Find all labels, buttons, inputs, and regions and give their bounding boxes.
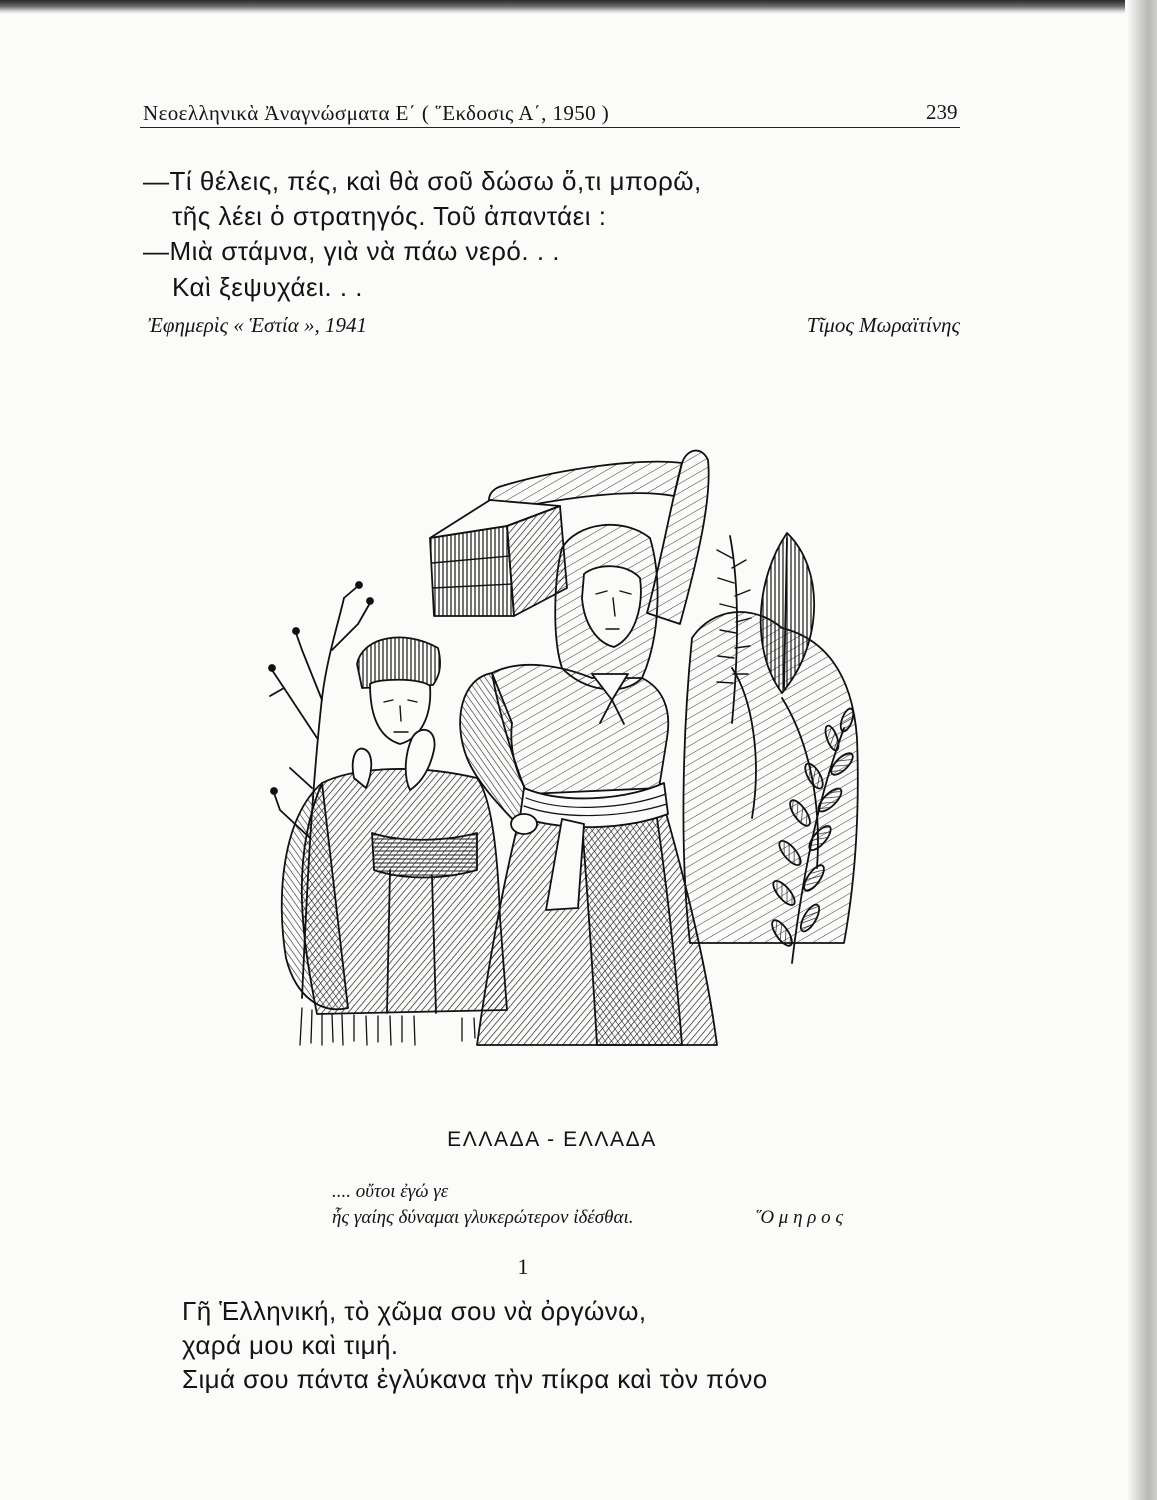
header-rule	[140, 127, 960, 128]
source-publication: Ἐφημερὶς « Ἑστία », 1941	[148, 313, 368, 337]
illustration	[262, 438, 862, 1053]
illustration-drawing	[262, 438, 862, 1053]
poem-line: Γῆ Ἑλληνική, τὸ χῶμα σου νὰ ὀργώνω,	[182, 1296, 647, 1326]
scan-edge-right	[1127, 0, 1157, 1500]
scan-edge-top	[0, 0, 1125, 14]
poem-title: ΕΛΛΑΔΑ - ΕΛΛΑΔΑ	[447, 1128, 657, 1151]
page-number: 239	[926, 100, 958, 124]
prose-line: Καὶ ξεψυχάει. . .	[172, 272, 364, 302]
poem-line: Σιμά σου πάντα ἐγλύκανα τὴν πίκρα καὶ τὸν πόνο	[182, 1364, 768, 1394]
source-author: Τῖμος Μωραϊτίνης	[806, 313, 960, 337]
prose-line: —Τί θέλεις, πές, καὶ θὰ σοῦ δώσω ὅ,τι μπορῶ,	[143, 166, 702, 196]
prose-line: τῆς λέει ὁ στρατηγός. Τοῦ ἀπαντάει :	[172, 201, 607, 231]
running-header-title: Νεοελληνικὰ Ἀναγνώσματα Ε΄ ( ῞Εκδοσις Α΄, 1950 )	[143, 101, 610, 125]
epigraph-line: .... οὔτοι ἐγώ γε	[332, 1181, 449, 1202]
poem-line: χαρά μου καὶ τιμή.	[182, 1330, 399, 1360]
epigraph-author: ῞Ο μ η ρ ο ς	[754, 1207, 844, 1228]
section-number: 1	[517, 1254, 529, 1279]
prose-line: —Μιὰ στάμνα, γιὰ νὰ πάω νερό. . .	[143, 236, 560, 266]
epigraph-line: ἧς γαίης δύναμαι γλυκερώτερον ἰδέσθαι.	[332, 1207, 634, 1228]
basket	[430, 500, 567, 616]
